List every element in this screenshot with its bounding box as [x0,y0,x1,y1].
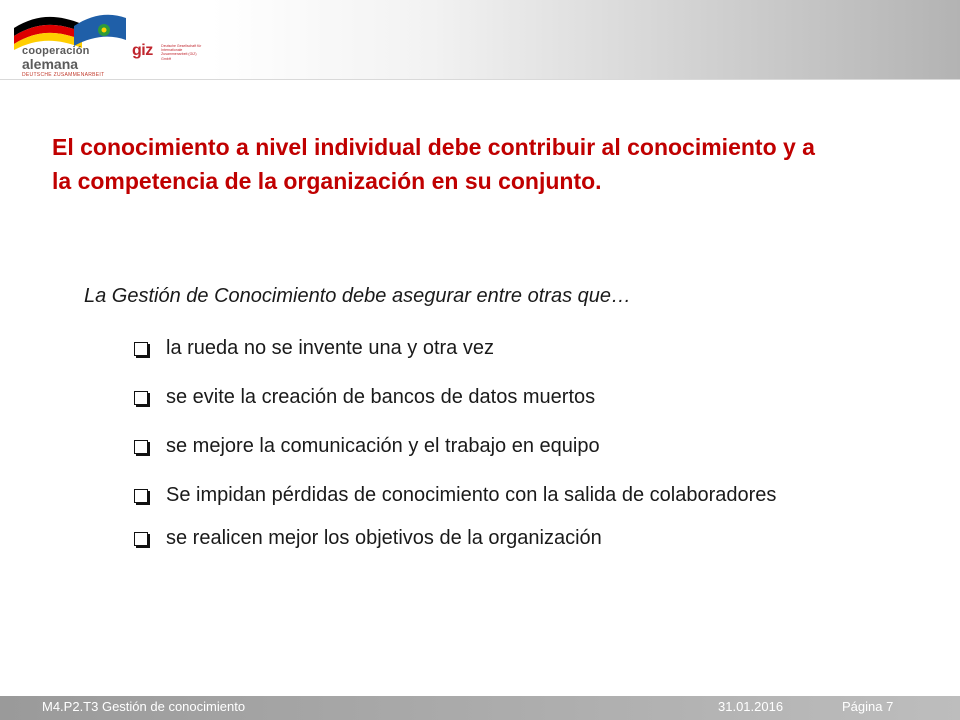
list-item [132,336,852,361]
header-band [0,0,960,80]
logo-line-cooperacion: cooperación [22,45,90,57]
footer-date: 31.01.2016 [718,699,784,714]
bullet-text: Se impidan pérdidas de conocimiento con la salida de colaboradores [166,484,777,506]
footer-bar [0,696,960,720]
list-item [132,385,852,410]
checkbox-bullet-icon [134,532,148,546]
german-flag-logo-icon [12,10,127,50]
giz-logo [132,42,205,61]
giz-description: Deutsche Gesellschaft für Internationale Zusammenarbeit (GIZ) GmbH [161,44,202,61]
slide-title: El conocimiento a nivel individual debe contribuir al conocimiento y a la competencia de la organización en su conjunto. [52,134,815,194]
checkbox-bullet-icon [134,342,148,356]
checkbox-bullet-icon [134,440,148,454]
giz-wordmark: giz [132,42,153,59]
list-item [132,526,852,551]
bullet-text: la rueda no se invente una y otra vez [166,337,494,359]
bullet-text: se mejore la comunicación y el trabajo en equipo [166,435,600,457]
footer-page-number: Página 7 [842,699,894,714]
header-divider [0,79,960,80]
list-item [132,434,852,459]
logo-line-alemana: alemana [22,56,79,72]
cooperacion-alemana-text [22,46,104,78]
checkbox-bullet-icon [134,489,148,503]
checkbox-bullet-icon [134,391,148,405]
bullet-list [132,336,852,575]
logo-line-deutsche: DEUTSCHE ZUSAMMENARBEIT [22,72,105,78]
cooperacion-alemana-logo [8,6,123,80]
bullet-text: se evite la creación de bancos de datos muertos [166,386,596,408]
bullet-text: se realicen mejor los objetivos de la organización [166,527,602,549]
intro-text: La Gestión de Conocimiento debe asegurar entre otras que… [84,285,632,307]
list-item [132,483,852,508]
footer-module: M4.P2.T3 Gestión de conocimiento [42,699,246,714]
